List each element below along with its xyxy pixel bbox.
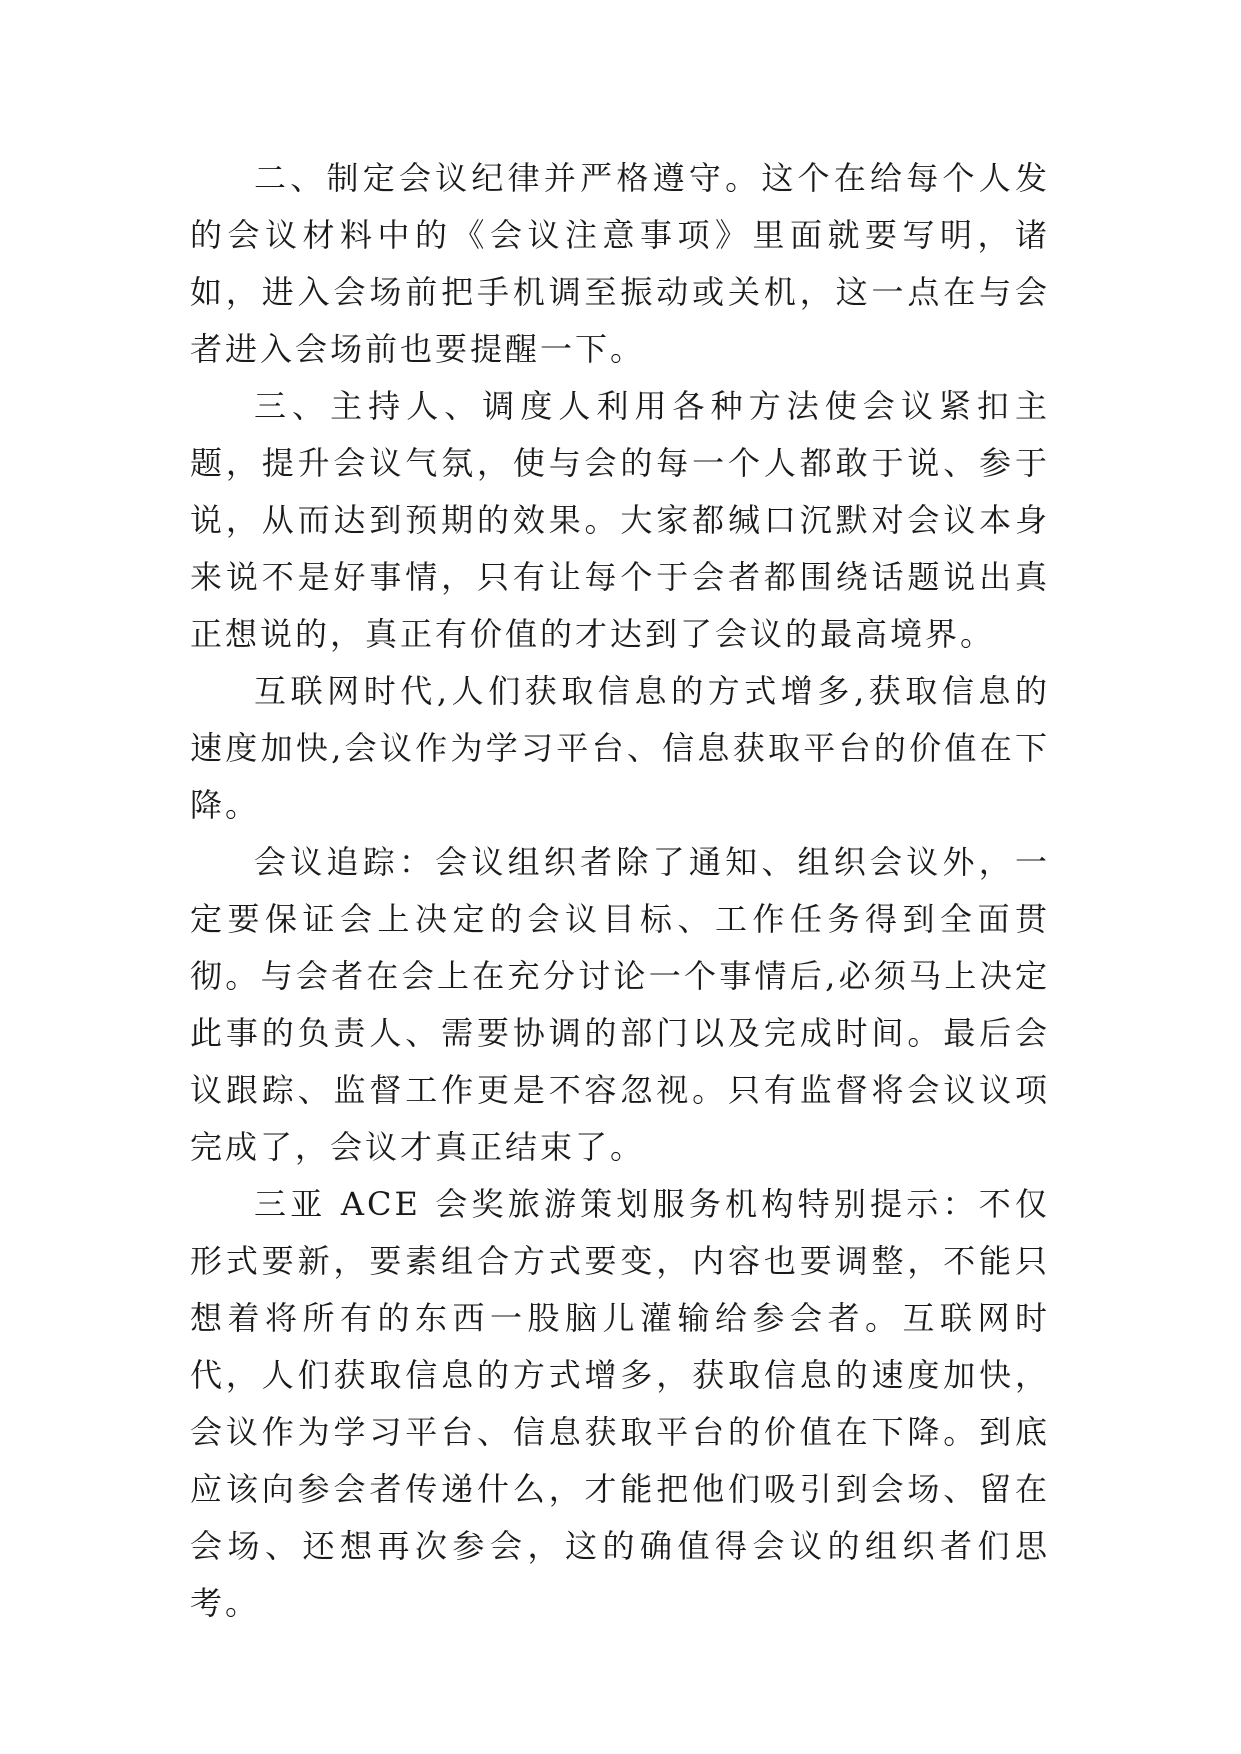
document-body <box>190 150 1050 1632</box>
paragraph-meeting-tracking: 会议追踪：会议组织者除了通知、组织会议外，一定要保证会上决定的会议目标、工作任务得到全面贯彻。与会者在会上在充分讨论一个事情后,必须马上决定此事的负责人、需要协调的部门以及完成时间。最后会议跟踪、监督工作更是不容忽视。只有监督将会议议项完成了，会议才真正结束了。 <box>190 843 1050 1166</box>
paragraph-special-notice: 三亚 ACE 会奖旅游策划服务机构特别提示：不仅形式要新，要素组合方式要变，内容也要调整，不能只想着将所有的东西一股脑儿灌输给参会者。互联网时代，人们获取信息的方式增多，获取信息的速度加快，会议作为学习平台、信息获取平台的价值在下降。到底应该向参会者传递什么，才能把他们吸引到会场、留在会场、还想再次参会，这的确值得会议的组织者们思考。 <box>190 1185 1050 1622</box>
paragraph-host-atmosphere: 三、主持人、调度人利用各种方法使会议紧扣主题，提升会议气氛，使与会的每一个人都敢于说、参于说，从而达到预期的效果。大家都缄口沉默对会议本身来说不是好事情，只有让每个于会者都围绕话题说出真正想说的，真正有价值的才达到了会议的最高境界。 <box>190 387 1050 653</box>
paragraph-meeting-discipline: 二、制定会议纪律并严格遵守。这个在给每个人发的会议材料中的《会议注意事项》里面就要写明，诸如，进入会场前把手机调至振动或关机，这一点在与会者进入会场前也要提醒一下。 <box>190 159 1050 368</box>
paragraph-internet-era: 互联网时代,人们获取信息的方式增多,获取信息的速度加快,会议作为学习平台、信息获取平台的价值在下降。 <box>190 672 1050 824</box>
